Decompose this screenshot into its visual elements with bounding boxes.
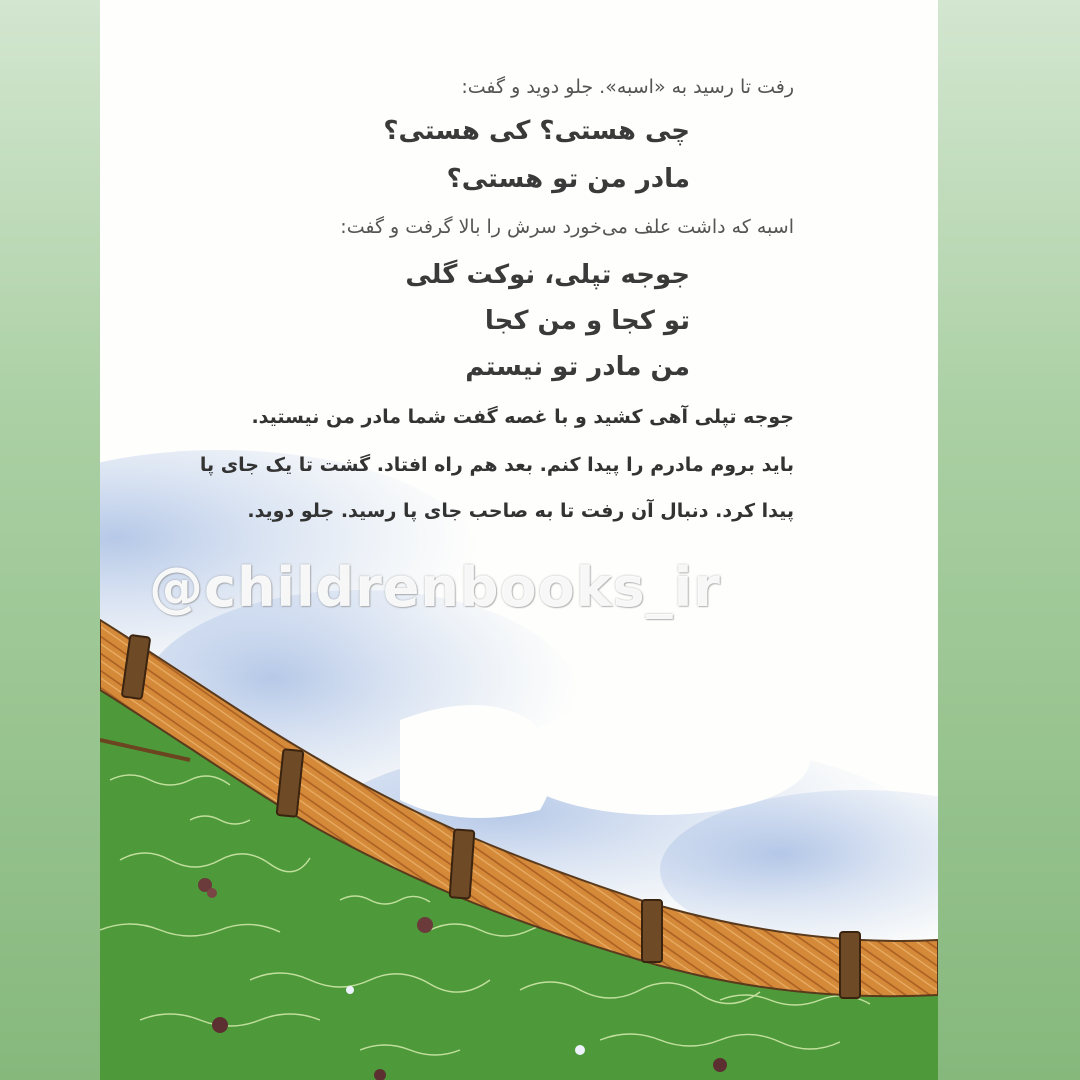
verse-2-line-2: تو کجا و من کجا bbox=[484, 306, 690, 336]
story-line-2: اسبه که داشت علف می‌خورد سرش را بالا گرفت و گفت: bbox=[340, 216, 794, 238]
watermark-handle: @childrenbooks_ir bbox=[149, 556, 721, 619]
story-paragraph-line-2: باید بروم مادرم را پیدا کنم. بعد هم راه افتاد. گشت تا یک جای پا bbox=[199, 454, 794, 476]
story-paragraph-line-1: جوجه تپلی آهی کشید و با غصه گفت شما مادر من نیستید. bbox=[251, 406, 794, 428]
story-line-1: رفت تا رسید به «اسبه». جلو دوید و گفت: bbox=[461, 76, 794, 98]
verse-1-line-2: مادر من تو هستی؟ bbox=[446, 164, 690, 194]
farm-illustration bbox=[100, 0, 938, 1080]
verse-2-line-3: من مادر تو نیستم bbox=[465, 352, 690, 382]
verse-2-line-1: جوجه تپلی، نوکت گلی bbox=[405, 260, 690, 290]
verse-1-line-1: چی هستی؟ کی هستی؟ bbox=[383, 116, 690, 146]
story-paragraph-line-3: پیدا کرد. دنبال آن رفت تا به صاحب جای پا رسید. جلو دوید. bbox=[247, 500, 794, 522]
book-page bbox=[100, 0, 938, 1080]
